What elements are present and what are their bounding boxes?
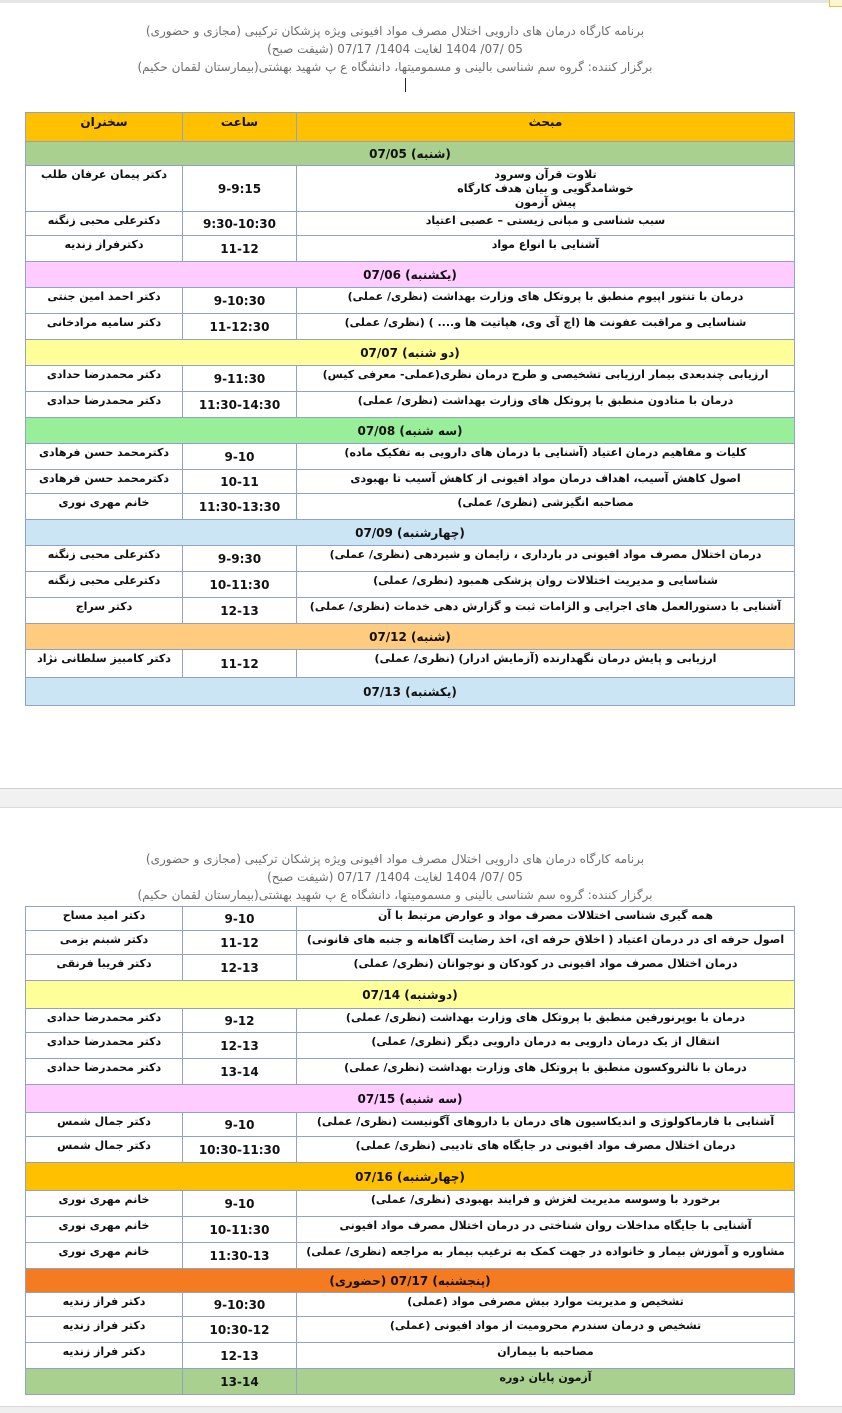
time-cell: 11-12	[183, 236, 297, 262]
session-row	[26, 650, 795, 678]
time-cell: 13-14	[183, 1369, 297, 1395]
time-cell: 13-14	[183, 1059, 297, 1085]
topic-text: سبب شناسی و مبانی زیستی – عصبی اعتیاد	[425, 214, 666, 227]
page2-header-dates: 05 /07/ 1404 لغایت 1404/ 07/17 (شیفت صبح)	[267, 870, 523, 884]
page2-header	[100, 850, 690, 904]
speaker-cell: دکتر کامبیز سلطانی نژاد	[26, 650, 183, 678]
session-row	[26, 1137, 795, 1163]
header-topic: مبحث	[297, 113, 795, 142]
topic-text: همه گیری شناسی اختلالات مصرف مواد و عوارض مرتبط با آن	[378, 909, 713, 922]
session-row	[26, 955, 795, 981]
day-label: (سه شنبه) 07/08	[26, 418, 795, 444]
session-row	[26, 1369, 795, 1395]
topic-cell	[297, 955, 795, 981]
day-label: (چهارشنبه) 07/16	[26, 1163, 795, 1191]
speaker-cell: دکترمحمد حسن فرهادی	[26, 444, 183, 470]
speaker-cell: خانم مهری نوری	[26, 494, 183, 520]
day-header-row	[26, 1085, 795, 1113]
topic-cell	[297, 366, 795, 392]
page1-schedule-table	[25, 112, 795, 706]
topic-cell	[297, 444, 795, 470]
time-cell: 9:30-10:30	[183, 212, 297, 236]
topic-cell	[297, 314, 795, 340]
session-row	[26, 444, 795, 470]
speaker-cell: خانم مهری نوری	[26, 1191, 183, 1217]
speaker-cell: دکتر جمال شمس	[26, 1113, 183, 1137]
page2-schedule-table	[25, 906, 795, 1395]
speaker-cell: دکتر سراج	[26, 598, 183, 624]
header-speaker: سخنران	[26, 113, 183, 142]
speaker-cell: دکترفراز زندیه	[26, 236, 183, 262]
topic-text: شناسایی و مدیریت اختلالات روان پزشکی همبود (نظری/ عملی)	[373, 574, 718, 587]
topic-text: تلاوت قرآن وسرود	[494, 168, 597, 181]
topic-cell	[297, 650, 795, 678]
topic-text: مشاوره و آموزش بیمار و خانواده در جهت کمک به ترغیب بیمار به مراجعه (نظری/ عملی)	[306, 1245, 785, 1258]
day-header-row	[26, 1269, 795, 1293]
session-row	[26, 288, 795, 314]
page1-header-dates: 05 /07/ 1404 لغایت 1404/ 07/17 (شیفت صبح)	[267, 42, 523, 56]
session-row	[26, 1317, 795, 1343]
session-row	[26, 166, 795, 212]
speaker-cell: دکتر فریبا فرنقی	[26, 955, 183, 981]
session-row	[26, 366, 795, 392]
topic-cell	[297, 288, 795, 314]
topic-text: درمان با نالتروکسون منطبق با پروتکل های وزارت بهداشت (نظری/ عملی)	[344, 1061, 747, 1074]
topic-text: انتقال از یک درمان دارویی به درمان دارویی دیگر (نظری/ عملی)	[371, 1035, 720, 1048]
time-cell: 12-13	[183, 955, 297, 981]
speaker-cell: دکتر سامیه مرادخانی	[26, 314, 183, 340]
time-cell: 11:30-13	[183, 1243, 297, 1269]
speaker-cell: دکتر فراز زندیه	[26, 1343, 183, 1369]
day-header-row	[26, 520, 795, 546]
time-cell: 9-9:15	[183, 166, 297, 212]
topic-text: آشنایی با فارماکولوژی و اندیکاسیون های درمان با داروهای آگونیست (نظری/ عملی)	[316, 1115, 775, 1128]
topic-cell	[297, 1009, 795, 1033]
speaker-cell: دکتر پیمان عرفان طلب	[26, 166, 183, 212]
session-row	[26, 1033, 795, 1059]
day-label: (یکشنبه) 07/06	[26, 262, 795, 288]
session-row	[26, 572, 795, 598]
topic-text: شناسایی و مراقبت عفونت ها (اچ آی وی، هپاتیت ها و.... ) (نظری/ عملی)	[344, 316, 747, 329]
time-cell: 10:30-12	[183, 1317, 297, 1343]
day-label: (یکشنبه) 07/13	[26, 678, 795, 706]
page2-header-title: برنامه کارگاه درمان های دارویی اختلال مصرف مواد افیونی ویژه پزشکان ترکیبی (مجازی و حضوری)	[145, 852, 645, 866]
topic-cell	[297, 1243, 795, 1269]
day-label: (شنبه) 07/12	[26, 624, 795, 650]
time-cell: 10-11	[183, 470, 297, 494]
topic-text: آشنایی با جایگاه مداخلات روان شناختی در درمان اختلال مصرف مواد افیونی	[339, 1219, 752, 1232]
topic-text: ارزیابی چندبعدی بیمار ارزیابی تشخیصی و طرح درمان نظری(عملی- معرفی کیس)	[322, 368, 769, 381]
topic-cell	[297, 166, 795, 212]
speaker-cell: خانم مهری نوری	[26, 1243, 183, 1269]
speaker-cell: دکتر محمدرضا حدادی	[26, 1033, 183, 1059]
session-row	[26, 1009, 795, 1033]
session-row	[26, 212, 795, 236]
speaker-cell: دکتر شبنم بزمی	[26, 931, 183, 955]
page2-header-organizer: برگزار کننده: گروه سم شناسی بالینی و مسمومیتها، دانشگاه ع پ شهید بهشتی(بیمارستان لقمان حکیم)	[137, 888, 653, 902]
topic-text: خوشامدگویی و بیان هدف کارگاه	[457, 182, 634, 195]
day-header-row	[26, 418, 795, 444]
topic-cell	[297, 494, 795, 520]
day-label: (شنبه) 07/05	[26, 142, 795, 166]
topic-text: درمان اختلال مصرف مواد افیونی در بارداری ، زایمان و شیردهی (نظری/ عملی)	[329, 548, 762, 561]
topic-text: درمان اختلال مصرف مواد افیونی در کودکان و نوجوانان (نظری/ عملی)	[353, 957, 738, 970]
header-time: ساعت	[183, 113, 297, 142]
day-header-row	[26, 678, 795, 706]
time-cell: 11:30-13:30	[183, 494, 297, 520]
day-label: (دو شنبه) 07/07	[26, 340, 795, 366]
topic-cell	[297, 236, 795, 262]
topic-text: درمان با متادون منطبق با پروتکل های وزارت بهداشت (نظری/ عملی)	[357, 394, 734, 407]
topic-text: آشنایی با دستورالعمل های اجرایی و الزامات ثبت و گزارش دهی خدمات (نظری/ عملی)	[309, 600, 782, 613]
session-row	[26, 314, 795, 340]
text-cursor	[405, 78, 406, 92]
time-cell: 11-12:30	[183, 314, 297, 340]
time-cell: 9-10:30	[183, 1293, 297, 1317]
time-cell: 10-11:30	[183, 1217, 297, 1243]
page1-header	[100, 22, 690, 76]
day-label: (دوشنبه) 07/14	[26, 981, 795, 1009]
day-label: (چهارشنبه) 07/09	[26, 520, 795, 546]
time-cell: 9-10	[183, 444, 297, 470]
speaker-cell: دکترعلی محبی زنگنه	[26, 546, 183, 572]
topic-cell	[297, 1317, 795, 1343]
speaker-cell: دکترعلی محبی زنگنه	[26, 572, 183, 598]
topic-cell	[297, 1293, 795, 1317]
topic-text: درمان با بوپرنورفین منطبق با پروتکل های وزارت بهداشت (نظری/ عملی)	[345, 1011, 746, 1024]
speaker-cell: دکتر محمدرضا حدادی	[26, 1059, 183, 1085]
topic-text: مصاحبه انگیزشی (نظری/ عملی)	[457, 496, 634, 509]
topic-text: تشخیص و درمان سندرم محرومیت از مواد افیونی (عملی)	[389, 1319, 702, 1332]
time-cell: 9-10:30	[183, 288, 297, 314]
time-cell: 9-11:30	[183, 366, 297, 392]
topic-cell	[297, 1033, 795, 1059]
topic-cell	[297, 572, 795, 598]
day-header-row	[26, 624, 795, 650]
speaker-cell: خانم مهری نوری	[26, 1217, 183, 1243]
day-header-row	[26, 340, 795, 366]
speaker-cell: دکتر محمدرضا حدادی	[26, 1009, 183, 1033]
time-cell: 11-12	[183, 650, 297, 678]
day-header-row	[26, 1163, 795, 1191]
session-row	[26, 1293, 795, 1317]
session-row	[26, 1243, 795, 1269]
speaker-cell: دکترمحمد حسن فرهادی	[26, 470, 183, 494]
session-row	[26, 1113, 795, 1137]
session-row	[26, 494, 795, 520]
top-page-edge	[0, 0, 842, 3]
topic-cell	[297, 1217, 795, 1243]
topic-cell	[297, 212, 795, 236]
topic-text: درمان با تنتور اپیوم منطبق با پروتکل های وزارت بهداشت (نظری/ عملی)	[347, 290, 744, 303]
topic-cell	[297, 1191, 795, 1217]
time-cell: 11:30-14:30	[183, 392, 297, 418]
session-row	[26, 598, 795, 624]
time-cell: 12-13	[183, 1033, 297, 1059]
page-break	[0, 788, 842, 808]
speaker-cell: دکتر فراز زندیه	[26, 1317, 183, 1343]
speaker-cell: دکتر احمد امین جنتی	[26, 288, 183, 314]
session-row	[26, 1191, 795, 1217]
speaker-cell: دکتر محمدرضا حدادی	[26, 392, 183, 418]
topic-text: مصاحبه با بیماران	[497, 1345, 594, 1358]
speaker-cell: دکتر امید مساح	[26, 907, 183, 931]
time-cell: 9-9:30	[183, 546, 297, 572]
session-row	[26, 470, 795, 494]
time-cell: 12-13	[183, 598, 297, 624]
topic-cell	[297, 598, 795, 624]
session-row	[26, 1059, 795, 1085]
time-cell: 9-10	[183, 1113, 297, 1137]
time-cell: 10:30-11:30	[183, 1137, 297, 1163]
topic-cell	[297, 1059, 795, 1085]
topic-cell	[297, 1113, 795, 1137]
topic-text: کلیات و مفاهیم درمان اعتیاد (آشنایی با درمان های دارویی به تفکیک ماده)	[344, 446, 747, 459]
topic-text: آزمون پایان دوره	[499, 1371, 592, 1384]
topic-cell	[297, 931, 795, 955]
topic-text: اصول حرفه ای در درمان اعتیاد ( اخلاق حرفه ای، اخذ رضایت آگاهانه و جنبه های قانونی)	[306, 933, 785, 946]
time-cell: 11-12	[183, 931, 297, 955]
page1-header-organizer: برگزار کننده: گروه سم شناسی بالینی و مسمومیتها، دانشگاه ع پ شهید بهشتی(بیمارستان لقمان حکیم)	[137, 60, 653, 74]
topic-cell	[297, 470, 795, 494]
topic-cell	[297, 546, 795, 572]
topic-cell	[297, 1137, 795, 1163]
topic-text: اصول کاهش آسیب، اهداف درمان مواد افیونی از کاهش آسیب تا بهبودی	[350, 472, 741, 485]
corner-marker	[829, 0, 842, 7]
time-cell: 12-13	[183, 1343, 297, 1369]
speaker-cell: دکتر جمال شمس	[26, 1137, 183, 1163]
topic-text: تشخیص و مدیریت موارد بیش مصرفی مواد (عملی)	[407, 1295, 684, 1308]
day-header-row	[26, 981, 795, 1009]
topic-cell	[297, 1369, 795, 1395]
topic-text: پیش آزمون	[514, 196, 577, 209]
topic-cell	[297, 1343, 795, 1369]
speaker-cell: دکتر محمدرضا حدادی	[26, 366, 183, 392]
day-header-row	[26, 262, 795, 288]
session-row	[26, 907, 795, 931]
time-cell: 9-10	[183, 1191, 297, 1217]
speaker-cell: دکترعلی محبی زنگنه	[26, 212, 183, 236]
session-row	[26, 546, 795, 572]
time-cell: 10-11:30	[183, 572, 297, 598]
session-row	[26, 236, 795, 262]
topic-cell	[297, 907, 795, 931]
day-header-row	[26, 142, 795, 166]
speaker-cell	[26, 1369, 183, 1395]
day-label: (سه شنبه) 07/15	[26, 1085, 795, 1113]
table-header-row	[26, 113, 795, 142]
session-row	[26, 1217, 795, 1243]
topic-text: درمان اختلال مصرف مواد افیونی در جایگاه های تادیبی (نظری/ عملی)	[355, 1139, 736, 1152]
time-cell: 9-12	[183, 1009, 297, 1033]
topic-text: ارزیابی و پایش درمان نگهدارنده (آزمایش ادرار) (نظری/ عملی)	[374, 652, 717, 665]
session-row	[26, 392, 795, 418]
speaker-cell: دکتر فراز زندیه	[26, 1293, 183, 1317]
time-cell: 9-10	[183, 907, 297, 931]
topic-text: برخورد با وسوسه مدیریت لغزش و فرایند بهبودی (نظری/ عملی)	[370, 1193, 721, 1206]
topic-text: آشنایی با انواع مواد	[491, 238, 600, 251]
topic-cell	[297, 392, 795, 418]
page1-header-title: برنامه کارگاه درمان های دارویی اختلال مصرف مواد افیونی ویژه پزشکان ترکیبی (مجازی و حضوری)	[145, 24, 645, 38]
session-row	[26, 1343, 795, 1369]
day-label: (پنجشنبه) 07/17 (حضوری)	[26, 1269, 795, 1293]
session-row	[26, 931, 795, 955]
